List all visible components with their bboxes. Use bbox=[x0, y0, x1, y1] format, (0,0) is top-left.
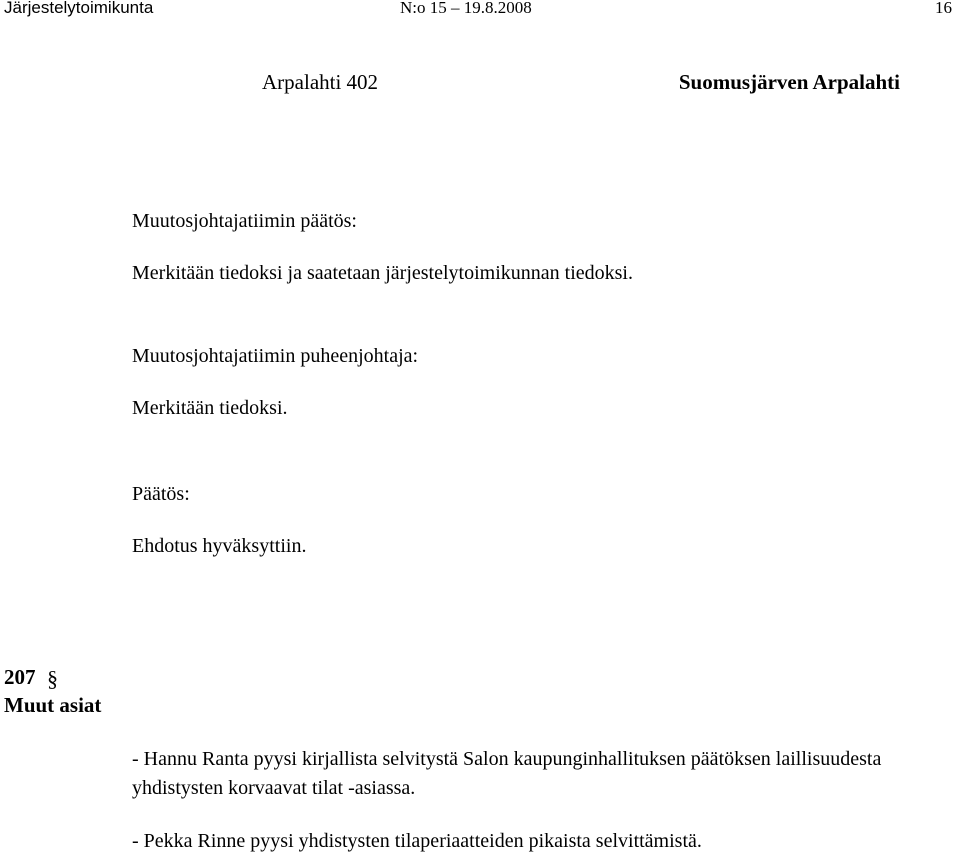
section-title: Muut asiat bbox=[4, 693, 102, 717]
header-issue: N:o 15 – 19.8.2008 bbox=[400, 0, 532, 17]
team-decision-text: Merkitään tiedoksi ja saatetaan järjestelytoimikunnan tiedoksi. bbox=[132, 262, 633, 284]
page-number: 16 bbox=[935, 0, 952, 17]
decision-text: Ehdotus hyväksyttiin. bbox=[132, 535, 307, 557]
section-sign: § bbox=[47, 666, 58, 691]
title-left: Arpalahti 402 bbox=[262, 70, 379, 94]
title-right: Suomusjärven Arpalahti bbox=[678, 70, 900, 94]
section-item-2: - Pekka Rinne pyysi yhdistysten tilaperiaatteiden pikaista selvittämistä. bbox=[132, 830, 702, 852]
chair-heading: Muutosjohtajatiimin puheenjohtaja: bbox=[132, 345, 419, 367]
decision-heading: Päätös: bbox=[132, 483, 190, 505]
section-number: 207 bbox=[4, 665, 36, 689]
chair-text: Merkitään tiedoksi. bbox=[132, 397, 288, 419]
header-organization: Järjestelytoimikunta bbox=[4, 0, 154, 17]
section-item-1: - Hannu Ranta pyysi kirjallista selvitystä Salon kaupunginhallituksen päätöksen laillisuudesta yhdistysten korvaavat tilat -asiassa. bbox=[132, 748, 882, 799]
team-decision-heading: Muutosjohtajatiimin päätös: bbox=[132, 210, 357, 232]
